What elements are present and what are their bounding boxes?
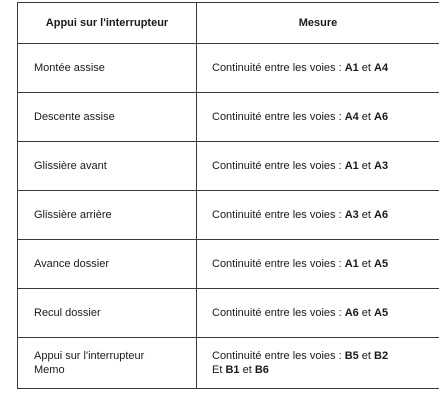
measurement-prefix: Continuité entre les voies : bbox=[212, 160, 345, 172]
measurement-joiner: et bbox=[358, 209, 375, 221]
channel-b: A3 bbox=[374, 160, 389, 172]
action-cell: Descente assise bbox=[18, 93, 197, 142]
measurement-prefix: Continuité entre les voies : bbox=[212, 258, 345, 270]
header-switch-press: Appui sur l'interrupteur bbox=[18, 3, 197, 44]
table-header-row bbox=[18, 3, 439, 44]
channel-a: A1 bbox=[344, 258, 359, 270]
channel-a: A4 bbox=[344, 111, 359, 123]
measurement-cell bbox=[197, 289, 439, 338]
channel-a: A1 bbox=[344, 62, 359, 74]
action-line-2: Memo bbox=[34, 364, 65, 376]
measurement-prefix: Continuité entre les voies : bbox=[212, 209, 345, 221]
measurement-joiner: et bbox=[358, 350, 375, 362]
measurement-cell bbox=[197, 44, 439, 93]
action-cell: Glissière avant bbox=[18, 142, 197, 191]
measurement-cell bbox=[197, 240, 439, 289]
measurement-cell bbox=[197, 93, 439, 142]
channel-b: A5 bbox=[374, 307, 389, 319]
measurement-joiner: et bbox=[358, 111, 375, 123]
measurement-prefix: Continuité entre les voies : bbox=[212, 307, 345, 319]
measurement-joiner-2: et bbox=[239, 364, 255, 376]
channel-a: A6 bbox=[344, 307, 359, 319]
table-row bbox=[18, 240, 439, 289]
action-cell: Recul dossier bbox=[18, 289, 197, 338]
measurement-joiner: et bbox=[358, 160, 375, 172]
channel-a: B5 bbox=[344, 350, 359, 362]
measurement-prefix: Continuité entre les voies : bbox=[212, 350, 345, 362]
action-cell: Montée assise bbox=[18, 44, 197, 93]
action-cell: Glissière arrière bbox=[18, 191, 197, 240]
measurement-line2-prefix: Et bbox=[212, 364, 226, 376]
measurement-table-container bbox=[17, 2, 439, 389]
action-cell: Avance dossier bbox=[18, 240, 197, 289]
table-row bbox=[18, 289, 439, 338]
channel-c: B1 bbox=[225, 364, 240, 376]
header-measurement: Mesure bbox=[197, 3, 439, 44]
channel-a: A1 bbox=[344, 160, 359, 172]
channel-d: B6 bbox=[254, 364, 269, 376]
table-row bbox=[18, 191, 439, 240]
table-row bbox=[18, 93, 439, 142]
measurement-joiner: et bbox=[358, 307, 375, 319]
channel-b: A4 bbox=[374, 62, 389, 74]
channel-b: B2 bbox=[374, 350, 389, 362]
channel-a: A3 bbox=[344, 209, 359, 221]
measurement-cell bbox=[197, 142, 439, 191]
measurement-joiner: et bbox=[358, 62, 375, 74]
channel-b: A5 bbox=[374, 258, 389, 270]
measurement-table bbox=[17, 2, 439, 389]
table-row bbox=[18, 142, 439, 191]
measurement-cell bbox=[197, 191, 439, 240]
action-cell bbox=[18, 338, 197, 389]
measurement-prefix: Continuité entre les voies : bbox=[212, 62, 345, 74]
channel-b: A6 bbox=[374, 111, 389, 123]
table-row bbox=[18, 338, 439, 389]
measurement-cell bbox=[197, 338, 439, 389]
channel-b: A6 bbox=[374, 209, 389, 221]
table-row bbox=[18, 44, 439, 93]
measurement-joiner: et bbox=[358, 258, 375, 270]
measurement-prefix: Continuité entre les voies : bbox=[212, 111, 345, 123]
action-line-1: Appui sur l'interrupteur bbox=[34, 350, 145, 362]
